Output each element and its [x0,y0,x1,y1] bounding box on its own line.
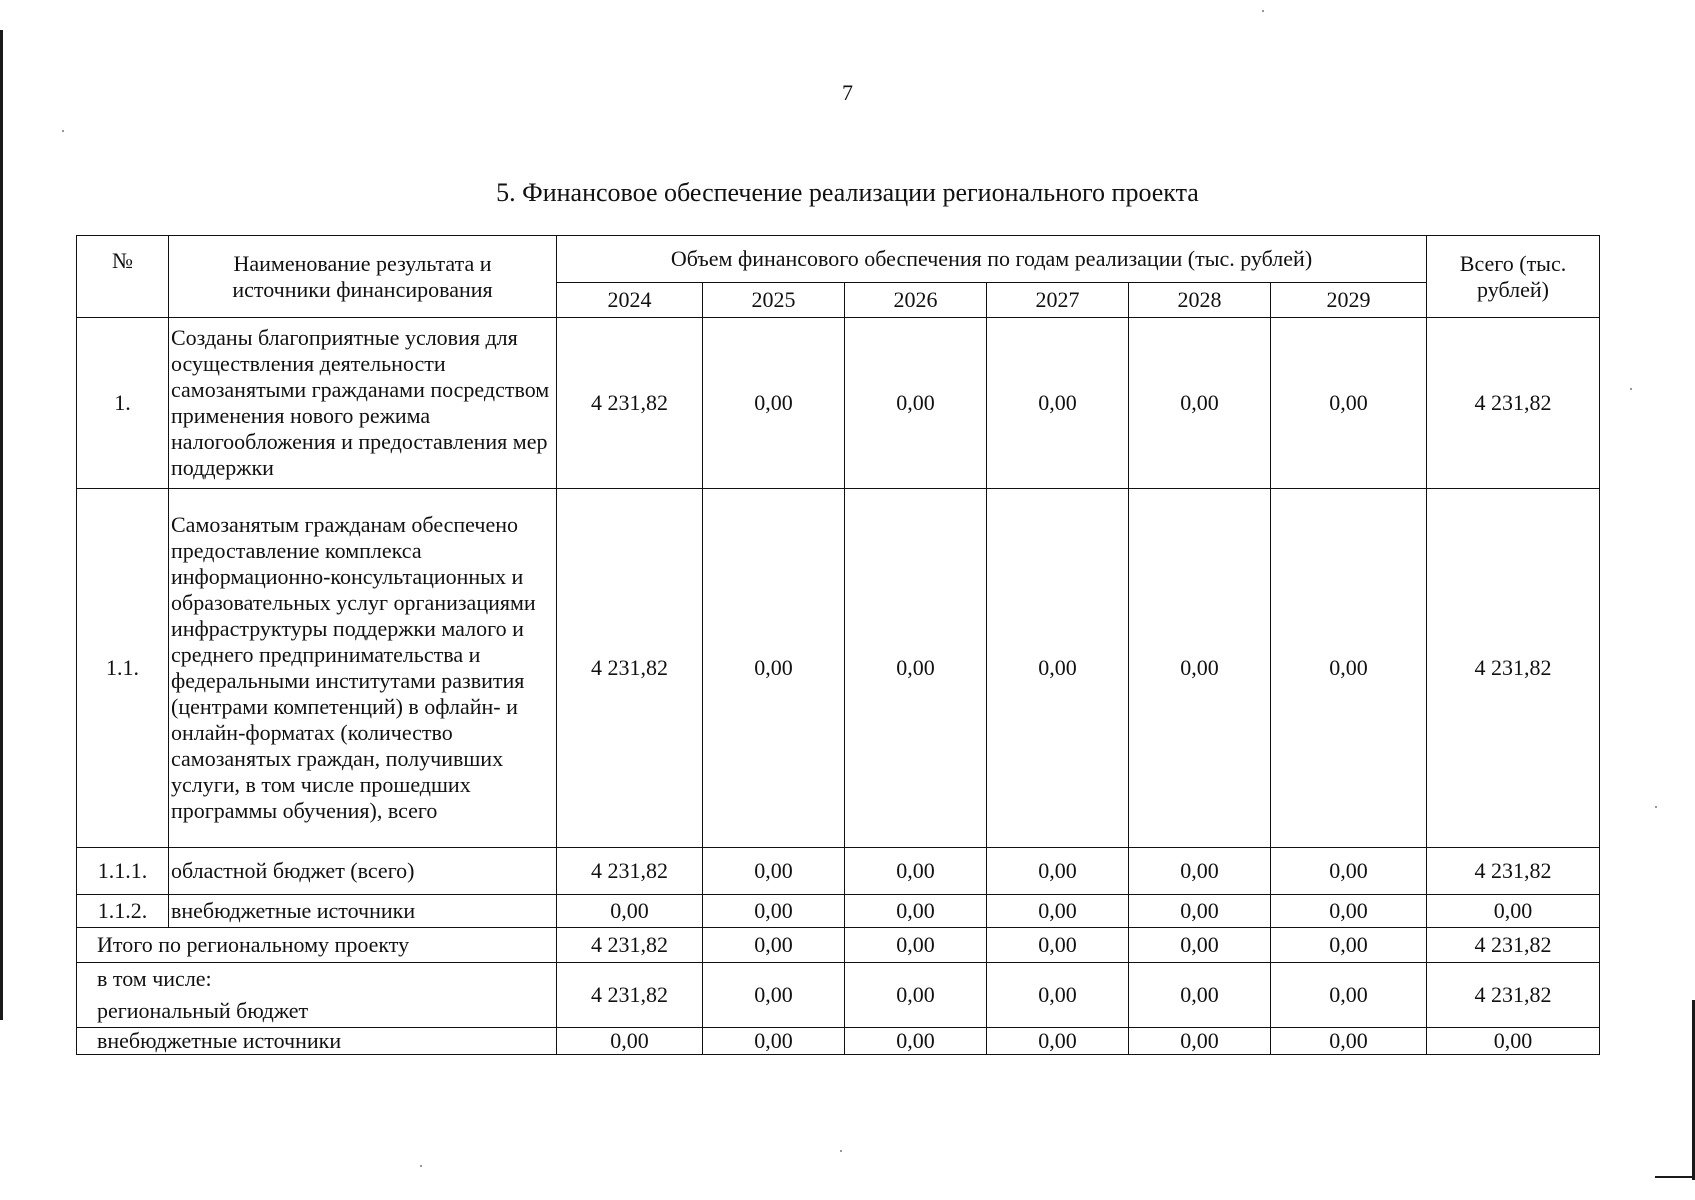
row-value: 0,00 [1129,489,1271,848]
summary-label-line1: в том числе: [97,966,212,991]
row-value: 4 231,82 [557,848,703,895]
header-row-top [77,236,1600,283]
header-name: Наименование результата и источники финансирования [169,236,557,318]
row-value: 0,00 [703,848,845,895]
row-value: 0,00 [703,318,845,489]
summary-value: 0,00 [703,928,845,963]
row-value: 0,00 [1129,895,1271,928]
summary-value: 0,00 [1129,963,1271,1028]
row-total: 4 231,82 [1427,848,1600,895]
row-num: 1. [77,318,169,489]
row-value: 0,00 [703,489,845,848]
scan-edge-corner [1655,1176,1695,1178]
page-number: 7 [842,80,853,105]
row-value: 0,00 [845,318,987,489]
summary-value: 4 231,82 [557,928,703,963]
summary-value: 0,00 [557,1028,703,1055]
scan-speck [62,130,64,132]
summary-value: 0,00 [1129,928,1271,963]
summary-value: 0,00 [1271,1028,1427,1055]
summary-row-including [77,963,1600,1028]
summary-value: 0,00 [1271,963,1427,1028]
financing-table [76,235,1600,1055]
row-num: 1.1.2. [77,895,169,928]
summary-row-total [77,928,1600,963]
row-value: 0,00 [987,848,1129,895]
summary-total: 4 231,82 [1427,963,1600,1028]
header-year: 2024 [557,283,703,318]
scan-speck [420,1165,422,1167]
section-title: 5. Финансовое обеспечение реализации регионального проекта [496,178,1199,207]
summary-label: внебюджетные источники [77,1028,557,1055]
row-value: 0,00 [845,848,987,895]
header-total: Всего (тыс. рублей) [1427,236,1600,318]
row-value: 0,00 [1271,489,1427,848]
row-value: 4 231,82 [557,318,703,489]
header-year: 2029 [1271,283,1427,318]
row-value: 0,00 [845,489,987,848]
row-value: 0,00 [845,895,987,928]
scan-speck [1262,10,1264,12]
row-value: 0,00 [1271,848,1427,895]
summary-value: 0,00 [987,928,1129,963]
header-year: 2026 [845,283,987,318]
summary-value: 0,00 [1271,928,1427,963]
row-name: областной бюджет (всего) [169,848,557,895]
row-value: 0,00 [987,318,1129,489]
row-value: 4 231,82 [557,489,703,848]
row-value: 0,00 [1271,318,1427,489]
table-row [77,895,1600,928]
header-volume: Объем финансового обеспечения по годам реализации (тыс. рублей) [557,236,1427,283]
summary-value: 0,00 [845,963,987,1028]
header-year: 2025 [703,283,845,318]
row-value: 0,00 [1129,848,1271,895]
summary-total: 0,00 [1427,1028,1600,1055]
header-num: № [77,236,169,318]
row-value: 0,00 [987,489,1129,848]
summary-label [77,963,557,1028]
header-year: 2027 [987,283,1129,318]
header-year: 2028 [1129,283,1271,318]
summary-row-extrabudget [77,1028,1600,1055]
summary-value: 0,00 [703,963,845,1028]
summary-value: 0,00 [703,1028,845,1055]
summary-value: 0,00 [845,928,987,963]
row-value: 0,00 [557,895,703,928]
row-total: 0,00 [1427,895,1600,928]
row-value: 0,00 [703,895,845,928]
table-row [77,318,1600,489]
table-row [77,489,1600,848]
summary-value: 0,00 [1129,1028,1271,1055]
summary-label: Итого по региональному проекту [77,928,557,963]
row-value: 0,00 [1129,318,1271,489]
row-num: 1.1. [77,489,169,848]
summary-label-line2: региональный бюджет [97,998,309,1023]
summary-value: 0,00 [987,963,1129,1028]
table-row [77,848,1600,895]
scan-speck [840,1150,842,1152]
row-name: Самозанятым гражданам обеспечено предоставление комплекса информационно-консультационных и образовательных услуг организациями инфраструктуры поддержки малого и среднего предпринимательства и федеральными институтами развития (центрами компетенций) в офлайн- и онлайн-форматах (количество самозанятых граждан, получивших услуги, в том числе прошедших программы обучения), всего [169,489,557,848]
row-num: 1.1.1. [77,848,169,895]
row-value: 0,00 [1271,895,1427,928]
row-total: 4 231,82 [1427,318,1600,489]
row-name: внебюджетные источники [169,895,557,928]
row-name: Созданы благоприятные условия для осуществления деятельности самозанятыми гражданами посредством применения нового режима налогообложения и предоставления мер поддержки [169,318,557,489]
scan-speck [1630,388,1632,390]
row-value: 0,00 [987,895,1129,928]
summary-total: 4 231,82 [1427,928,1600,963]
scan-speck [1655,806,1657,808]
row-total: 4 231,82 [1427,489,1600,848]
summary-value: 0,00 [845,1028,987,1055]
summary-value: 0,00 [987,1028,1129,1055]
summary-value: 4 231,82 [557,963,703,1028]
